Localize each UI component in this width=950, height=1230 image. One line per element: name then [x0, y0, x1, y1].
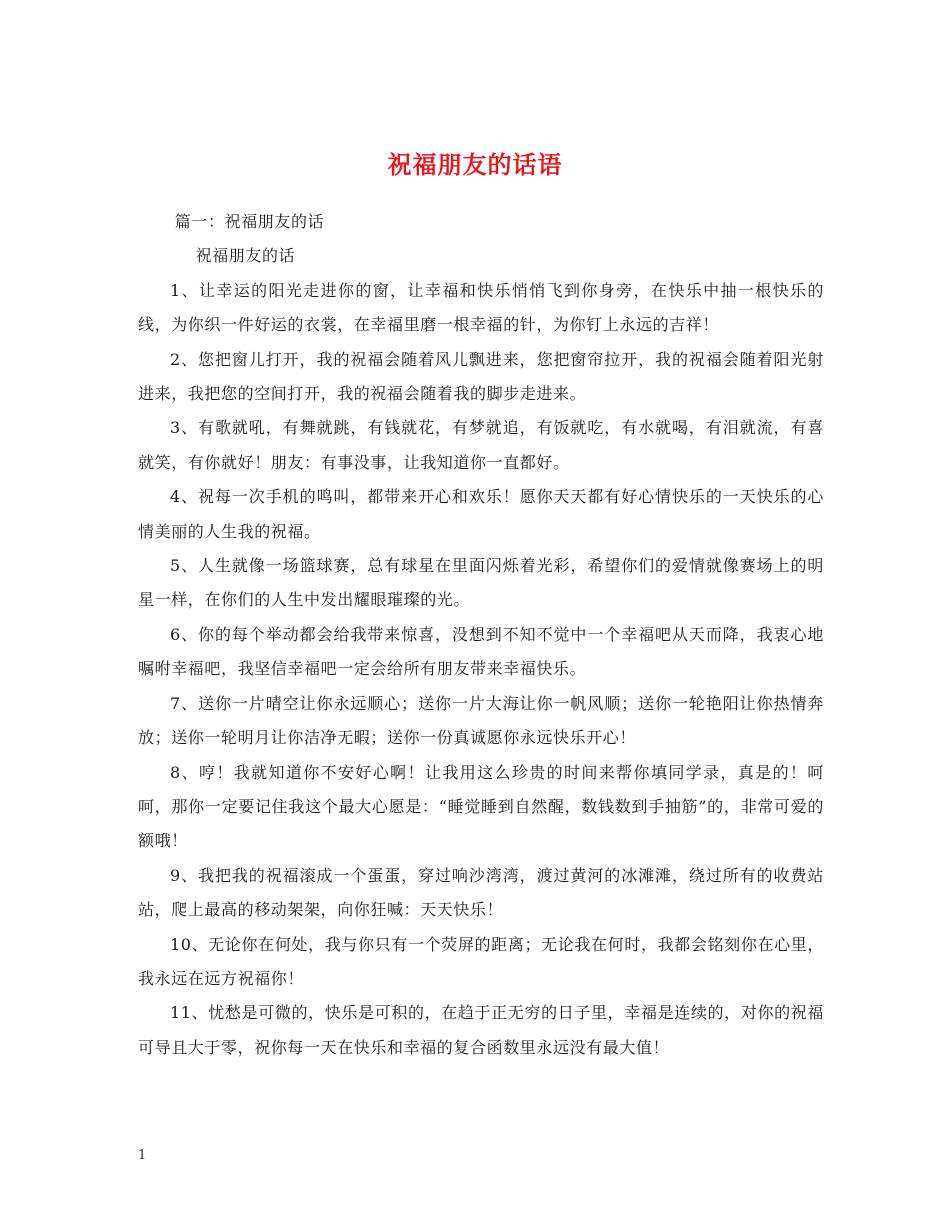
paragraph-7: 7、送你一片晴空让你永远顺心；送你一片大海让你一帆风顺；送你一轮艳阳让你热情奔放；送你一轮明月让你洁净无暇；送你一份真诚愿你永远快乐开心！: [138, 693, 824, 748]
paragraph-5: 5、人生就像一场篮球赛，总有球星在里面闪烁着光彩，希望你们的爱情就像赛场上的明星一样，在你们的人生中发出耀眼璀璨的光。: [138, 556, 824, 610]
document-title: 祝福朋友的话语: [387, 150, 563, 180]
sub-heading: 祝福朋友的话: [195, 246, 296, 266]
paragraph-6: 6、你的每个举动都会给我带来惊喜，没想到不知不觉中一个幸福吧从天而降，我衷心地嘱咐幸福吧，我坚信幸福吧一定会给所有朋友带来幸福快乐。: [138, 624, 824, 679]
paragraph-2: 2、您把窗儿打开，我的祝福会随着风儿飘进来，您把窗帘拉开，我的祝福会随着阳光射进来，我把您的空间打开，我的祝福会随着我的脚步走进来。: [138, 349, 824, 404]
page-number: 1: [138, 1148, 147, 1163]
paragraph-10: 10、无论你在何处，我与你只有一个荧屏的距离；无论我在何时，我都会铭刻你在心里，我永远在远方祝福你！: [138, 934, 824, 988]
section-heading: 篇一：祝福朋友的话: [174, 212, 325, 231]
paragraph-8: 8、哼！我就知道你不安好心啊！让我用这么珍贵的时间来帮你填同学录，真是的！呵呵，那你一定要记住我这个最大心愿是：“睡觉睡到自然醒，数钱数到手抽筋”的，非常可爱的额哦！: [138, 762, 824, 851]
paragraph-11: 11、忧愁是可微的，快乐是可积的，在趋于正无穷的日子里，幸福是连续的，对你的祝福可导且大于零，祝你每一天在快乐和幸福的复合函数里永远没有最大值！: [138, 1003, 824, 1057]
paragraph-9: 9、我把我的祝福滚成一个蛋蛋，穿过响沙湾湾，渡过黄河的冰滩滩，绕过所有的收费站站，爬上最高的移动架架，向你狂喊：天天快乐！: [138, 865, 824, 920]
paragraph-1: 1、让幸运的阳光走进你的窗，让幸福和快乐悄悄飞到你身旁，在快乐中抽一根快乐的线，为你织一件好运的衣裳，在幸福里磨一根幸福的针，为你钉上永远的吉祥！: [138, 280, 824, 335]
document-body: [138, 205, 824, 1065]
paragraph-4: 4、祝每一次手机的鸣叫，都带来开心和欢乐！愿你天天都有好心情快乐的一天快乐的心情美丽的人生我的祝福。: [138, 487, 824, 541]
paragraph-3: 3、有歌就吼，有舞就跳，有钱就花，有梦就追，有饭就吃，有水就喝，有泪就流，有喜就笑，有你就好！朋友：有事没事，让我知道你一直都好。: [138, 418, 824, 472]
